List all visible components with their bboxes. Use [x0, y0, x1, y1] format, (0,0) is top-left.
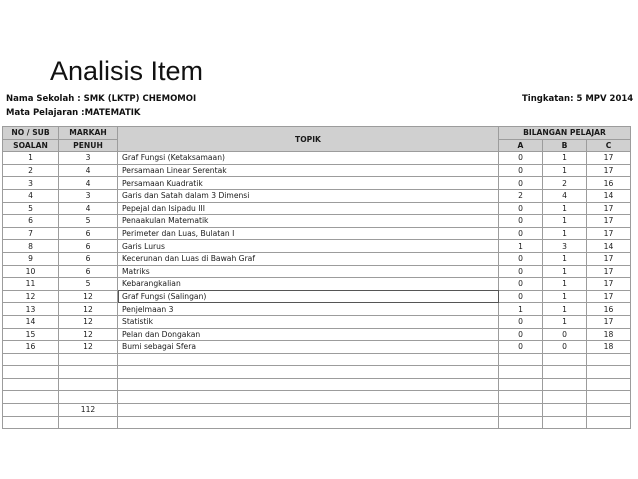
cell-b[interactable] — [543, 391, 587, 404]
cell-c[interactable]: 17 — [587, 202, 631, 215]
cell-topik[interactable] — [118, 404, 499, 417]
cell-topik[interactable]: Penaakulan Matematik — [118, 215, 499, 228]
slide-title: Analisis Item — [50, 56, 204, 86]
cell-b[interactable]: 1 — [543, 303, 587, 316]
cell-no[interactable]: 11 — [3, 278, 59, 291]
cell-b[interactable]: 1 — [543, 164, 587, 177]
header-a: A — [499, 139, 543, 152]
cell-c[interactable]: 14 — [587, 189, 631, 202]
cell-c[interactable]: 17 — [587, 227, 631, 240]
cell-no[interactable]: 15 — [3, 328, 59, 341]
cell-markah[interactable]: 5 — [59, 278, 118, 291]
cell-c[interactable] — [587, 366, 631, 379]
cell-topik[interactable]: Graf Fungsi (Ketaksamaan) — [118, 152, 499, 165]
cell-a[interactable]: 0 — [499, 227, 543, 240]
header-markah: MARKAH — [59, 127, 118, 140]
empty-row — [3, 378, 631, 391]
cell-c[interactable]: 17 — [587, 152, 631, 165]
cell-topik[interactable]: Kebarangkalian — [118, 278, 499, 291]
table-row — [3, 303, 631, 316]
cell-a[interactable]: 0 — [499, 315, 543, 328]
empty-row — [3, 366, 631, 379]
cell-b[interactable]: 3 — [543, 240, 587, 253]
cell-b[interactable] — [543, 416, 587, 429]
cell-no[interactable] — [3, 378, 59, 391]
cell-c[interactable]: 18 — [587, 328, 631, 341]
cell-no[interactable]: 7 — [3, 227, 59, 240]
cell-a[interactable]: 0 — [499, 202, 543, 215]
table-row — [3, 328, 631, 341]
cell-markah[interactable] — [59, 366, 118, 379]
cell-b[interactable]: 1 — [543, 252, 587, 265]
cell-c[interactable] — [587, 416, 631, 429]
header-bilangan: BILANGAN PELAJAR — [499, 127, 631, 140]
empty-row — [3, 391, 631, 404]
cell-markah[interactable] — [59, 378, 118, 391]
total-markah-cell[interactable]: 112 — [59, 404, 118, 417]
empty-row — [3, 353, 631, 366]
cell-c[interactable]: 16 — [587, 177, 631, 190]
cell-no[interactable]: 2 — [3, 164, 59, 177]
cell-no[interactable]: 13 — [3, 303, 59, 316]
cell-no[interactable]: 14 — [3, 315, 59, 328]
cell-b[interactable]: 1 — [543, 278, 587, 291]
cell-topik[interactable] — [118, 416, 499, 429]
table-row — [3, 315, 631, 328]
cell-no[interactable] — [3, 366, 59, 379]
table-row — [3, 227, 631, 240]
header-topik: TOPIK — [118, 127, 499, 152]
table-row — [3, 265, 631, 278]
cell-c[interactable]: 17 — [587, 215, 631, 228]
cell-a[interactable]: 0 — [499, 328, 543, 341]
cell-no[interactable] — [3, 353, 59, 366]
cell-c[interactable]: 17 — [587, 265, 631, 278]
cell-markah[interactable]: 3 — [59, 152, 118, 165]
cell-no[interactable]: 9 — [3, 252, 59, 265]
cell-markah[interactable]: 12 — [59, 341, 118, 354]
cell-a[interactable] — [499, 391, 543, 404]
cell-a[interactable]: 0 — [499, 177, 543, 190]
cell-markah[interactable] — [59, 416, 118, 429]
cell-no[interactable]: 10 — [3, 265, 59, 278]
cell-c[interactable]: 17 — [587, 164, 631, 177]
cell-no[interactable]: 5 — [3, 202, 59, 215]
cell-c[interactable]: 17 — [587, 315, 631, 328]
table-row — [3, 152, 631, 165]
cell-markah[interactable]: 6 — [59, 265, 118, 278]
cell-no[interactable]: 8 — [3, 240, 59, 253]
school-name: Nama Sekolah : SMK (LKTP) CHEMOMOI — [6, 94, 197, 104]
cell-no[interactable]: 1 — [3, 152, 59, 165]
cell-b[interactable] — [543, 366, 587, 379]
cell-no[interactable]: 6 — [3, 215, 59, 228]
cell-markah[interactable]: 6 — [59, 240, 118, 253]
table-row — [3, 164, 631, 177]
cell-topik[interactable]: Pepejal dan Isipadu III — [118, 202, 499, 215]
cell-a[interactable]: 0 — [499, 278, 543, 291]
cell-b[interactable] — [543, 378, 587, 391]
cell-topik[interactable]: Statistik — [118, 315, 499, 328]
cell-markah[interactable]: 6 — [59, 252, 118, 265]
table-header-row — [3, 127, 631, 140]
cell-b[interactable] — [543, 353, 587, 366]
sheet-header-row-2 — [2, 106, 630, 122]
table-row — [3, 240, 631, 253]
table-row — [3, 202, 631, 215]
cell-topik[interactable] — [118, 353, 499, 366]
cell-topik[interactable]: Bumi sebagai Sfera — [118, 341, 499, 354]
cell-b[interactable]: 2 — [543, 177, 587, 190]
cell-b[interactable] — [543, 404, 587, 417]
subject-name: Mata Pelajaran :MATEMATIK — [6, 108, 141, 118]
cell-a[interactable]: 0 — [499, 341, 543, 354]
table-row — [3, 189, 631, 202]
table-row — [3, 278, 631, 291]
cell-markah[interactable]: 4 — [59, 202, 118, 215]
cell-topik[interactable]: Perimeter dan Luas, Bulatan I — [118, 227, 499, 240]
cell-c[interactable]: 14 — [587, 240, 631, 253]
table-row — [3, 177, 631, 190]
cell-c[interactable] — [587, 353, 631, 366]
cell-a[interactable] — [499, 404, 543, 417]
cell-markah[interactable]: 12 — [59, 290, 118, 303]
cell-markah[interactable] — [59, 391, 118, 404]
cell-a[interactable]: 0 — [499, 265, 543, 278]
cell-b[interactable]: 4 — [543, 189, 587, 202]
cell-markah[interactable]: 6 — [59, 227, 118, 240]
cell-c[interactable]: 16 — [587, 303, 631, 316]
cell-topik[interactable] — [118, 378, 499, 391]
cell-c[interactable]: 17 — [587, 278, 631, 291]
header-c: C — [587, 139, 631, 152]
cell-markah[interactable] — [59, 353, 118, 366]
cell-markah[interactable]: 12 — [59, 328, 118, 341]
cell-c[interactable]: 17 — [587, 252, 631, 265]
cell-topik[interactable]: Persamaan Linear Serentak — [118, 164, 499, 177]
cell-markah[interactable]: 5 — [59, 215, 118, 228]
cell-topik[interactable]: Graf Fungsi (Salingan) — [118, 290, 499, 303]
cell-topik[interactable]: Pelan dan Dongakan — [118, 328, 499, 341]
item-analysis-table — [2, 126, 631, 429]
spreadsheet — [2, 86, 634, 448]
cell-a[interactable]: 0 — [499, 252, 543, 265]
cell-markah[interactable]: 3 — [59, 189, 118, 202]
cell-b[interactable]: 0 — [543, 328, 587, 341]
cell-c[interactable]: 18 — [587, 341, 631, 354]
cell-topik[interactable] — [118, 366, 499, 379]
header-markah-sub: PENUH — [59, 139, 118, 152]
empty-row — [3, 416, 631, 429]
cell-a[interactable] — [499, 416, 543, 429]
cell-a[interactable] — [499, 366, 543, 379]
cell-a[interactable]: 0 — [499, 152, 543, 165]
cell-b[interactable]: 1 — [543, 215, 587, 228]
cell-c[interactable] — [587, 404, 631, 417]
header-no-sub: SOALAN — [3, 139, 59, 152]
cell-a[interactable] — [499, 378, 543, 391]
cell-a[interactable]: 0 — [499, 215, 543, 228]
cell-a[interactable] — [499, 353, 543, 366]
cell-no[interactable] — [3, 404, 59, 417]
cell-b[interactable]: 1 — [543, 290, 587, 303]
cell-no[interactable]: 12 — [3, 290, 59, 303]
cell-markah[interactable]: 12 — [59, 303, 118, 316]
cell-a[interactable]: 0 — [499, 290, 543, 303]
cell-no[interactable] — [3, 416, 59, 429]
cell-topik[interactable]: Garis dan Satah dalam 3 Dimensi — [118, 189, 499, 202]
table-row — [3, 215, 631, 228]
cell-c[interactable]: 17 — [587, 290, 631, 303]
total-row — [3, 404, 631, 417]
cell-topik[interactable]: Matriks — [118, 265, 499, 278]
cell-no[interactable]: 3 — [3, 177, 59, 190]
cell-topik[interactable]: Penjelmaan 3 — [118, 303, 499, 316]
cell-topik[interactable] — [118, 391, 499, 404]
level-label: Tingkatan: 5 MPV 2014 — [522, 94, 634, 104]
cell-topik[interactable]: Kecerunan dan Luas di Bawah Graf — [118, 252, 499, 265]
cell-b[interactable]: 1 — [543, 152, 587, 165]
cell-b[interactable]: 1 — [543, 227, 587, 240]
cell-b[interactable]: 1 — [543, 315, 587, 328]
cell-no[interactable]: 4 — [3, 189, 59, 202]
cell-b[interactable]: 1 — [543, 265, 587, 278]
table-row — [3, 290, 631, 303]
cell-a[interactable]: 1 — [499, 303, 543, 316]
cell-b[interactable]: 0 — [543, 341, 587, 354]
cell-a[interactable]: 0 — [499, 164, 543, 177]
cell-b[interactable]: 1 — [543, 202, 587, 215]
cell-markah[interactable]: 12 — [59, 315, 118, 328]
cell-a[interactable]: 1 — [499, 240, 543, 253]
cell-markah[interactable]: 4 — [59, 177, 118, 190]
cell-topik[interactable]: Garis Lurus — [118, 240, 499, 253]
cell-no[interactable]: 16 — [3, 341, 59, 354]
table-row — [3, 252, 631, 265]
table-row — [3, 341, 631, 354]
cell-markah[interactable]: 4 — [59, 164, 118, 177]
cell-c[interactable] — [587, 391, 631, 404]
cell-a[interactable]: 2 — [499, 189, 543, 202]
header-no: NO / SUB — [3, 127, 59, 140]
cell-topik[interactable]: Persamaan Kuadratik — [118, 177, 499, 190]
cell-no[interactable] — [3, 391, 59, 404]
cell-c[interactable] — [587, 378, 631, 391]
header-b: B — [543, 139, 587, 152]
